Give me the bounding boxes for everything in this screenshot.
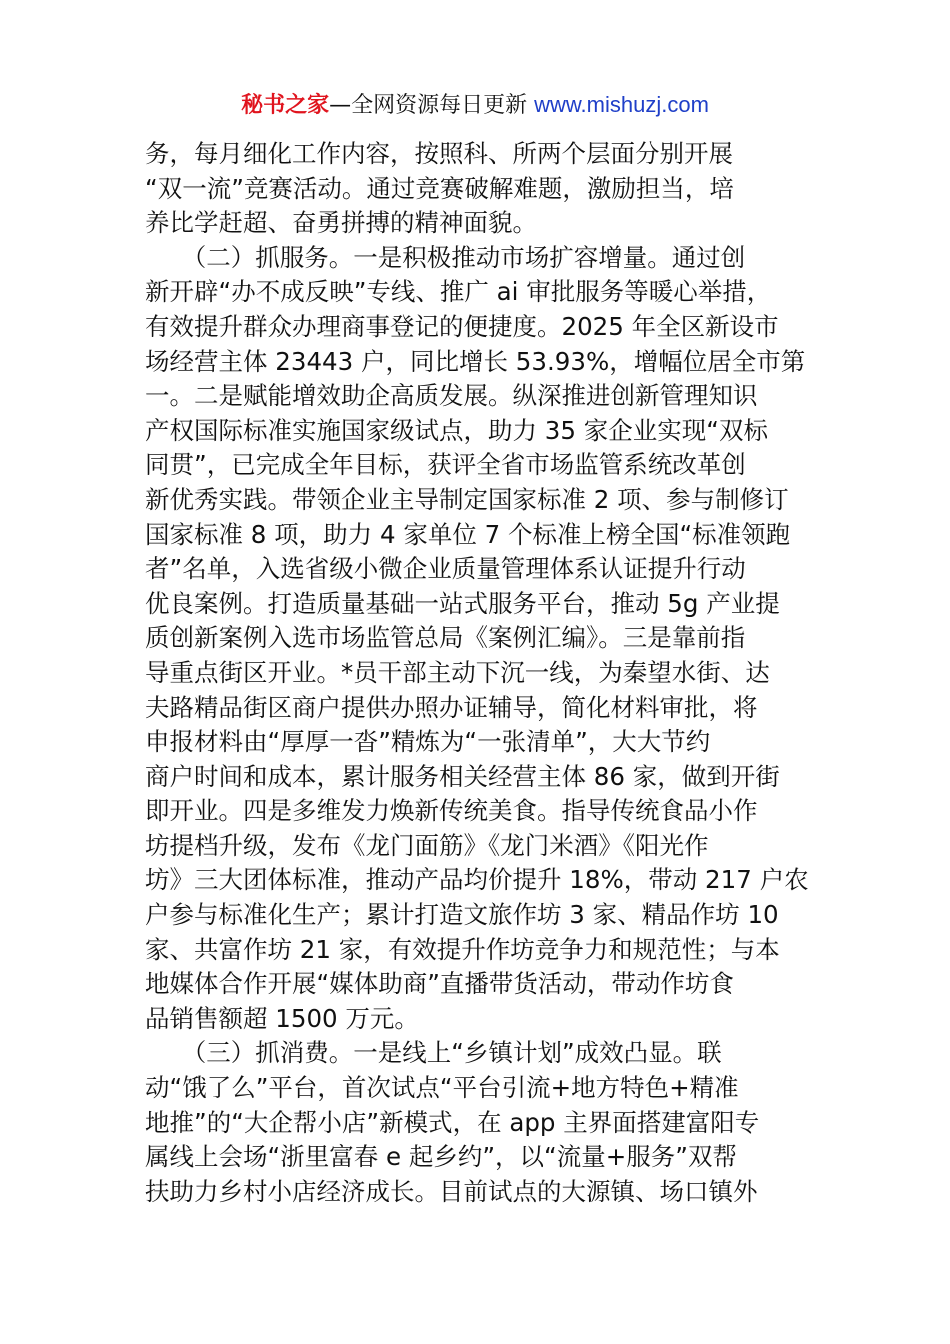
text-line: 质创新案例入选市场监管总局《案例汇编》。三是靠前指 <box>145 623 746 653</box>
text-line: 商户时间和成本，累计服务相关经营主体 86 家，做到开街 <box>145 761 780 791</box>
text-line: 品销售额超 1500 万元。 <box>145 1003 419 1033</box>
header-brand: 秘书之家 <box>241 93 330 118</box>
text-line: 者”名单，入选省级小微企业质量管理体系认证提升行动 <box>145 554 746 584</box>
text-line: 一。二是赋能增效助企高质发展。纵深推进创新管理知识 <box>145 381 758 411</box>
text-line: 动“饿了么”平台，首次试点“平台引流+地方特色+精准 <box>145 1073 739 1103</box>
text-line: 有效提升群众办理商事登记的便捷度。2025 年全区新设市 <box>145 311 779 341</box>
page-header <box>0 90 950 121</box>
document-body <box>145 137 810 1209</box>
text-line: 导重点街区开业。*员干部主动下沉一线，为秦望水街、达 <box>145 657 770 687</box>
text-line: 同贯”，已完成全年目标，获评全省市场监管系统改革创 <box>145 450 746 480</box>
text-line: 新开辟“办不成反映”专线、推广 ai 审批服务等暖心举措， <box>145 277 772 307</box>
text-line: （三）抓消费。一是线上“乡镇计划”成效凸显。联 <box>145 1038 722 1068</box>
text-line: 申报材料由“厚厚一沓”精炼为“一张清单”，大大节约 <box>145 727 711 757</box>
text-line: “双一流”竞赛活动。通过竞赛破解难题，激励担当，培 <box>145 173 734 203</box>
text-line: 地媒体合作开展“媒体助商”直播带货活动，带动作坊食 <box>145 969 734 999</box>
text-line: 优良案例。打造质量基础一站式服务平台，推动 5g 产业提 <box>145 588 780 618</box>
text-line: 即开业。四是多维发力焕新传统美食。指导传统食品小作 <box>145 796 758 826</box>
text-line: 属线上会场“浙里富春 e 起乡约”，以“流量+服务”双帮 <box>145 1142 737 1172</box>
header-url-link[interactable]: www.mishuzj.com <box>534 92 709 117</box>
text-line: 坊提档升级，发布《龙门面筋》《龙门米酒》《阳光作 <box>145 830 709 860</box>
text-line: 户参与标准化生产；累计打造文旅作坊 3 家、精品作坊 10 <box>145 900 779 930</box>
text-line: 国家标准 8 项，助力 4 家单位 7 个标准上榜全国“标准领跑 <box>145 519 791 549</box>
text-line: 产权国际标准实施国家级试点，助力 35 家企业实现“双标 <box>145 415 768 445</box>
text-line: 新优秀实践。带领企业主导制定国家标准 2 项、参与制修订 <box>145 484 789 514</box>
text-line: 地推”的“大企帮小店”新模式，在 app 主界面搭建富阳专 <box>145 1107 760 1137</box>
text-line: 扶助力乡村小店经济成长。目前试点的大源镇、场口镇外 <box>145 1176 758 1206</box>
text-line: 夫路精品街区商户提供办照办证辅导，简化材料审批，将 <box>145 692 758 722</box>
text-line: 家、共富作坊 21 家，有效提升作坊竞争力和规范性；与本 <box>145 934 780 964</box>
text-line: 坊》三大团体标准，推动产品均价提升 18%，带动 217 户农 <box>145 865 809 895</box>
text-line: 场经营主体 23443 户，同比增长 53.93%，增幅位居全市第 <box>145 346 806 376</box>
text-line: 务，每月细化工作内容，按照科、所两个层面分别开展 <box>145 139 733 168</box>
header-tagline: —全网资源每日更新 <box>329 93 535 118</box>
text-line: （二）抓服务。一是积极推动市场扩容增量。通过创 <box>145 242 746 272</box>
text-line: 养比学赶超、奋勇拼搏的精神面貌。 <box>145 208 537 238</box>
